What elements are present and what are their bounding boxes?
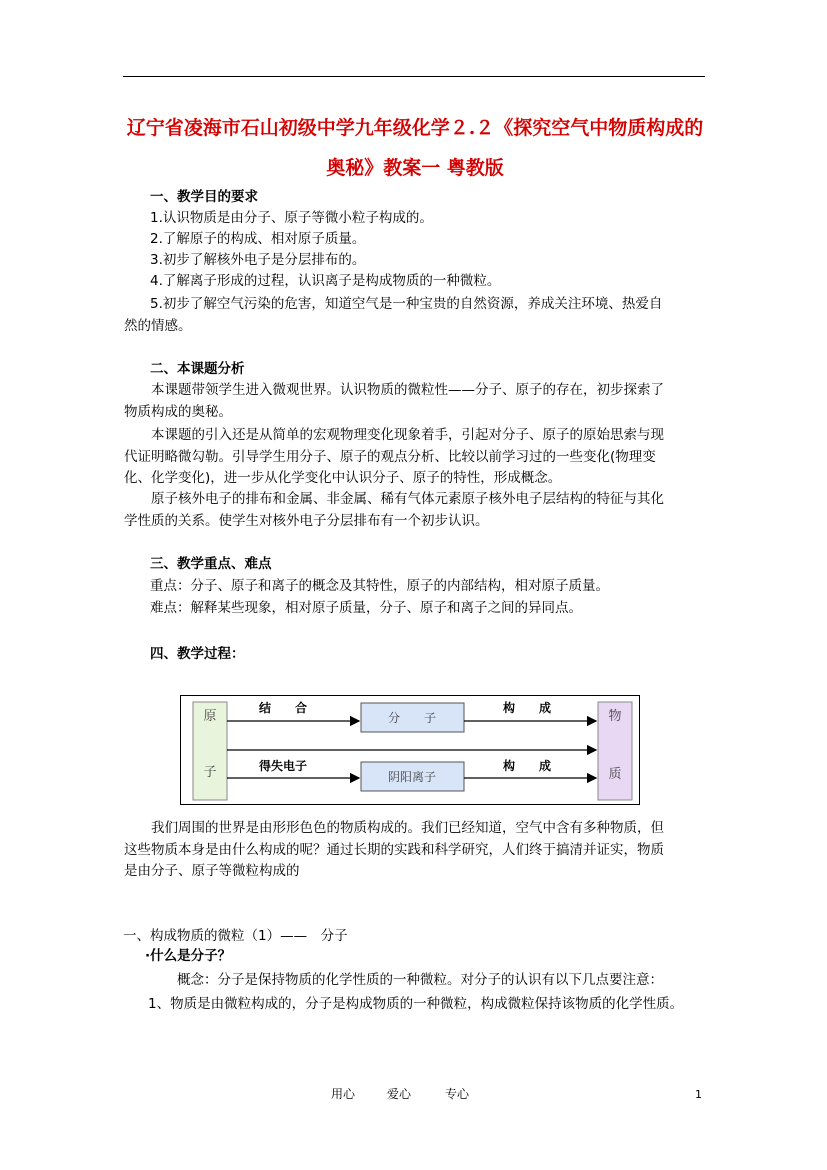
section1-heading: 一、教学目的要求	[150, 189, 258, 205]
label-ion: 阴阳离子	[387, 770, 437, 784]
label-form-top: 构 成	[502, 701, 552, 715]
page-number: 1	[695, 1088, 702, 1101]
label-form-bottom: 构 成	[502, 759, 552, 773]
analysis-line: 化、化学变化)，进一步从化学变化中认识分子、原子的特性，形成概念。	[124, 470, 562, 486]
part1-subheading: ·什么是分子？	[145, 948, 232, 964]
section3-heading: 三、教学重点、难点	[150, 556, 272, 572]
goal-item: 3.初步了解核外电子是分层排布的。	[150, 252, 366, 268]
header-rule	[123, 76, 705, 77]
intro-line: 是由分子、原子等微粒构成的	[124, 863, 300, 879]
analysis-line: 本课题的引入还是从简单的宏观物理变化现象着手，引起对分子、原子的原始思索与现	[151, 427, 664, 443]
goal-item: 1.认识物质是由分子、原子等微小粒子构成的。	[150, 210, 433, 226]
label-combine: 结 合	[258, 701, 308, 715]
doc-title-line2: 奥秘》教案一 粤教版	[326, 157, 504, 179]
difficult-points: 难点：解释某些现象，相对原子质量，分子、原子和离子之间的异同点。	[150, 600, 582, 616]
intro-line: 这些物质本身是由什么构成的呢？通过长期的实践和科学研究，人们终于搞清并证实，物质	[124, 842, 664, 858]
atom-char-2: 子	[203, 765, 217, 780]
substance-char-1: 物	[608, 709, 622, 724]
goal-item: 2.了解原子的构成、相对原子质量。	[150, 231, 366, 247]
substance-char-2: 质	[608, 767, 622, 782]
goal-item: 4.了解离子形成的过程，认识离子是构成物质的一种微粒。	[150, 273, 501, 289]
footer-right: 专心	[445, 1087, 470, 1101]
section2-heading: 二、本课题分析	[150, 361, 245, 377]
diagram-svg	[181, 696, 641, 806]
analysis-line: 原子核外电子的排布和金属、非金属、稀有气体元素原子核外电子层结构的特征与其化	[151, 491, 664, 507]
point-1: 1、物质是由微粒构成的，分子是构成物质的一种微粒，构成微粒保持该物质的化学性质。	[148, 996, 684, 1012]
analysis-line: 代证明略微勾勒。引导学生用分子、原子的观点分析、比较以前学习过的一些变化(物理变	[124, 449, 656, 465]
analysis-line: 学性质的关系。使学生对核外电子分层排布有一个初步认识。	[124, 513, 489, 529]
footer-middle: 爱心	[387, 1087, 412, 1101]
doc-title-line1: 辽宁省凌海市石山初级中学九年级化学２.２《探究空气中物质构成的	[126, 117, 704, 139]
part1-heading: 一、构成物质的微粒（1）—— 分子	[123, 928, 348, 944]
structure-diagram	[180, 695, 640, 805]
key-points: 重点：分子、原子和离子的概念及其特性，原子的内部结构，相对原子质量。	[150, 578, 609, 594]
section4-heading: 四、教学过程：	[150, 646, 245, 662]
label-molecule: 分 子	[387, 711, 437, 725]
concept-line: 概念：分子是保持物质的化学性质的一种微粒。对分子的认识有以下几点要注意：	[177, 972, 663, 988]
goal-item-cont: 然的情感。	[124, 318, 192, 334]
goal-item: 5.初步了解空气污染的危害，知道空气是一种宝贵的自然资源，养成关注环境、热爱自	[150, 296, 663, 312]
analysis-line: 物质构成的奥秘。	[124, 404, 232, 420]
analysis-line: 本课题带领学生进入微观世界。认识物质的微粒性——分子、原子的存在，初步探索了	[151, 382, 664, 398]
atom-char-1: 原	[203, 709, 217, 724]
footer-left: 用心	[331, 1087, 356, 1101]
label-electron: 得失电子	[258, 759, 308, 773]
intro-line: 我们周围的世界是由形形色色的物质构成的。我们已经知道，空气中含有多种物质，但	[151, 820, 664, 836]
